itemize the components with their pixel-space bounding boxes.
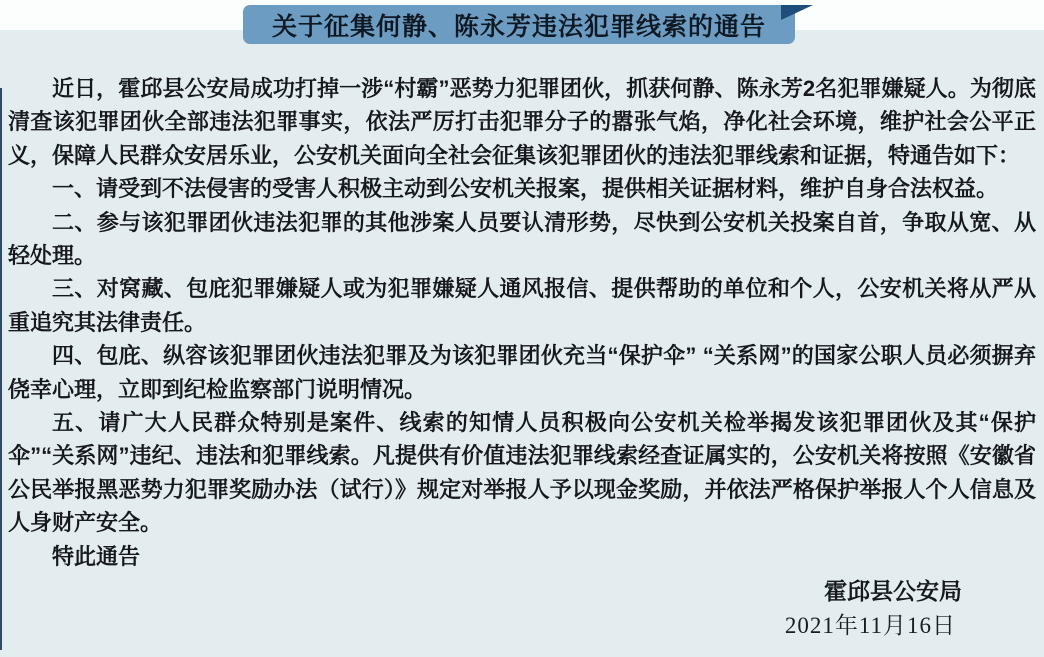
date: 2021年11月16日 xyxy=(784,612,956,638)
paragraph-item-1: 一、请受到不法侵害的受害人积极主动到公安机关报案，提供相关证据材料，维护自身合法权益。 xyxy=(52,176,999,202)
paragraph-item-5: 五、请广大人民群众特别是案件、线索的知情人员积极向公安机关检举揭发该犯罪团伙及其“保护伞”“关系网”违纪、违法和犯罪线索。凡提供有价值违法犯罪线索经查证属实的，公安机关将按照《安徽省公民举报黑恶势力犯罪奖励办法（试行）》规定对举报人予以现金奖励，并依法严格保护举报人个人信息及人身财产安全。 xyxy=(8,410,1036,536)
paragraph-intro: 近日，霍邱县公安局成功打掉一涉“村霸”恶势力犯罪团伙，抓获何静、陈永芳2名犯罪嫌疑人。为彻底清查该犯罪团伙全部违法犯罪事实，依法严厉打击犯罪分子的嚣张气焰，净化社会环境，维护社会公平正义，保障人民群众安居乐业，公安机关面向全社会征集该犯罪团伙的违法犯罪线索和证据，特通告如下： xyxy=(8,76,1036,168)
signature-block xyxy=(8,575,1036,642)
paragraph-closing: 特此通告 xyxy=(52,543,141,569)
paragraph-item-4: 四、包庇、纵容该犯罪团伙违法犯罪及为该犯罪团伙充当“保护伞” “关系网”的国家公职人员必须摒弃侥幸心理，立即到纪检监察部门说明情况。 xyxy=(8,343,1036,402)
title-banner xyxy=(243,5,795,44)
paragraph-item-2: 二、参与该犯罪团伙违法犯罪的其他涉案人员要认清形势，尽快到公安机关投案自首，争取从宽、从轻处理。 xyxy=(8,209,1036,269)
signature: 霍邱县公安局 xyxy=(824,578,962,605)
left-edge-rule xyxy=(0,88,2,650)
notice-body xyxy=(8,72,1036,642)
notice-title: 关于征集何静、陈永芳违法犯罪线索的通告 xyxy=(271,12,766,41)
paragraph-item-3: 三、对窝藏、包庇犯罪嫌疑人或为犯罪嫌疑人通风报信、提供帮助的单位和个人，公安机关将从严从重追究其法律责任。 xyxy=(8,276,1036,335)
ribbon-fold-icon xyxy=(781,5,813,20)
